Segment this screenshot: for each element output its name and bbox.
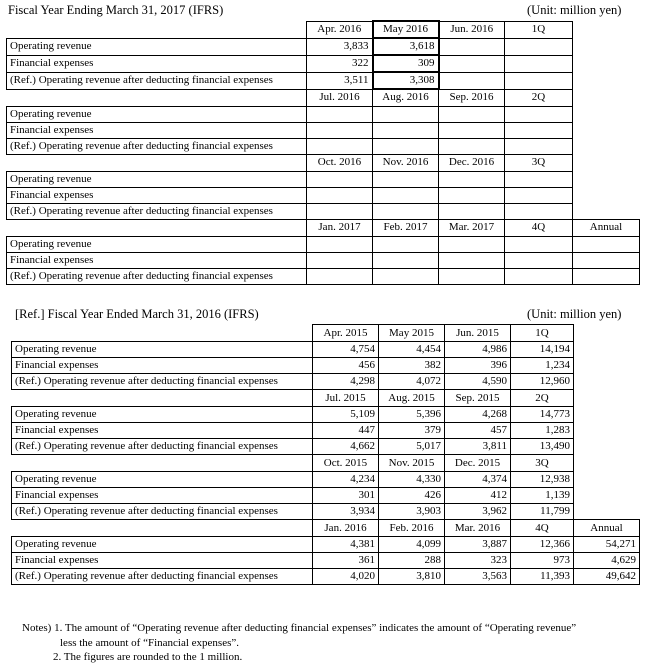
fy2017-title: Fiscal Year Ending March 31, 2017 (IFRS) <box>8 3 224 17</box>
month-header: Aug. 2016 <box>373 89 439 106</box>
value-cell: 457 <box>445 423 511 439</box>
fy2016-table <box>11 324 640 585</box>
value-cell <box>573 236 640 252</box>
row-label: Financial expenses <box>12 553 313 569</box>
row-label: Financial expenses <box>12 358 313 374</box>
value-cell <box>505 236 573 252</box>
value-cell: 5,396 <box>379 407 445 423</box>
value-cell: 456 <box>313 358 379 374</box>
value-cell <box>439 236 505 252</box>
value-cell <box>505 122 573 138</box>
table-row <box>12 439 640 455</box>
value-cell <box>573 268 640 284</box>
fy2017-q2-header <box>7 89 640 106</box>
value-cell: 4,330 <box>379 472 445 488</box>
value-cell: 3,903 <box>379 504 445 520</box>
note-line-2: less the amount of “Financial expenses”. <box>60 636 240 649</box>
notes <box>22 621 637 665</box>
value-cell <box>373 203 439 219</box>
note-line-3: 2. The figures are rounded to the 1 million. <box>53 651 243 663</box>
value-cell <box>307 106 373 122</box>
value-cell <box>307 252 373 268</box>
month-header: Nov. 2015 <box>379 455 445 472</box>
table-row <box>7 203 640 219</box>
value-cell <box>439 72 505 89</box>
month-header: Feb. 2017 <box>373 219 439 236</box>
annual-header: Annual <box>573 219 640 236</box>
month-header: Oct. 2015 <box>313 455 379 472</box>
month-header: Jan. 2017 <box>307 219 373 236</box>
value-cell: 322 <box>307 55 373 72</box>
value-cell: 288 <box>379 553 445 569</box>
value-cell <box>439 187 505 203</box>
quarter-header: 1Q <box>505 21 573 38</box>
value-cell: 5,017 <box>379 439 445 455</box>
value-cell <box>373 138 439 154</box>
value-cell: 3,962 <box>445 504 511 520</box>
value-cell <box>505 138 573 154</box>
value-cell: 14,194 <box>511 342 574 358</box>
note-line-1: Notes) 1. The amount of “Operating revenue after deducting financial expenses” indicates the amount of “Operating revenue” <box>22 622 577 634</box>
month-header: May 2016 <box>373 21 439 38</box>
quarter-header: 1Q <box>511 325 574 342</box>
value-cell <box>439 203 505 219</box>
table-row <box>7 236 640 252</box>
value-cell <box>505 106 573 122</box>
value-cell: 1,139 <box>511 488 574 504</box>
table-row <box>12 504 640 520</box>
value-cell: 13,490 <box>511 439 574 455</box>
month-header: Jul. 2015 <box>313 390 379 407</box>
value-cell <box>307 203 373 219</box>
row-label: (Ref.) Operating revenue after deducting financial expenses <box>12 504 313 520</box>
table-row <box>7 268 640 284</box>
value-cell <box>505 203 573 219</box>
table-row <box>7 38 640 55</box>
value-cell <box>373 268 439 284</box>
quarter-header: 4Q <box>505 219 573 236</box>
value-cell: 14,773 <box>511 407 574 423</box>
value-cell: 1,283 <box>511 423 574 439</box>
row-label: Operating revenue <box>12 342 313 358</box>
table-row <box>12 537 640 553</box>
value-cell: 3,887 <box>445 537 511 553</box>
fy2017-q4-header <box>7 219 640 236</box>
row-label: (Ref.) Operating revenue after deducting financial expenses <box>12 439 313 455</box>
value-cell <box>505 268 573 284</box>
row-label: Operating revenue <box>12 537 313 553</box>
fy2016-unit: (Unit: million yen) <box>527 307 622 321</box>
value-cell: 1,234 <box>511 358 574 374</box>
row-label: (Ref.) Operating revenue after deducting financial expenses <box>7 268 307 284</box>
value-cell <box>505 187 573 203</box>
value-cell <box>307 268 373 284</box>
fy2016-q1-header <box>12 325 640 342</box>
month-header: May 2015 <box>379 325 445 342</box>
value-cell: 12,366 <box>511 537 574 553</box>
month-header: Feb. 2016 <box>379 520 445 537</box>
row-label: Operating revenue <box>7 38 307 55</box>
value-cell <box>439 55 505 72</box>
value-cell: 4,986 <box>445 342 511 358</box>
table-row <box>12 358 640 374</box>
value-cell: 4,381 <box>313 537 379 553</box>
fy2017-q1-header <box>7 21 640 38</box>
value-cell: 426 <box>379 488 445 504</box>
row-label: Operating revenue <box>12 472 313 488</box>
fy2016-title: [Ref.] Fiscal Year Ended March 31, 2016 (IFRS) <box>15 307 259 321</box>
value-cell: 4,629 <box>574 553 640 569</box>
value-cell: 4,099 <box>379 537 445 553</box>
value-cell: 447 <box>313 423 379 439</box>
value-cell <box>307 122 373 138</box>
value-cell <box>439 38 505 55</box>
fy2017-q3-header <box>7 154 640 171</box>
table-row <box>12 374 640 390</box>
value-cell: 11,799 <box>511 504 574 520</box>
value-cell: 4,234 <box>313 472 379 488</box>
value-cell <box>439 171 505 187</box>
value-cell <box>373 122 439 138</box>
value-cell <box>439 268 505 284</box>
value-cell: 301 <box>313 488 379 504</box>
month-header: Dec. 2015 <box>445 455 511 472</box>
table-row <box>12 553 640 569</box>
value-cell <box>307 171 373 187</box>
value-cell <box>307 187 373 203</box>
month-header: Dec. 2016 <box>439 154 505 171</box>
value-cell <box>505 171 573 187</box>
month-header: Oct. 2016 <box>307 154 373 171</box>
value-cell <box>307 236 373 252</box>
quarter-header: 3Q <box>511 455 574 472</box>
row-label: Financial expenses <box>7 252 307 268</box>
value-cell: 4,374 <box>445 472 511 488</box>
value-cell <box>307 138 373 154</box>
value-cell: 4,298 <box>313 374 379 390</box>
value-cell: 5,109 <box>313 407 379 423</box>
value-cell: 973 <box>511 553 574 569</box>
value-cell: 3,618 <box>373 38 439 55</box>
month-header: Nov. 2016 <box>373 154 439 171</box>
value-cell <box>573 252 640 268</box>
month-header: Sep. 2016 <box>439 89 505 106</box>
table-row <box>7 55 640 72</box>
month-header: Jan. 2016 <box>313 520 379 537</box>
value-cell: 3,563 <box>445 569 511 585</box>
row-label: Financial expenses <box>12 423 313 439</box>
row-label: (Ref.) Operating revenue after deducting financial expenses <box>7 72 307 89</box>
fy2016-q4-header <box>12 520 640 537</box>
month-header: Mar. 2017 <box>439 219 505 236</box>
value-cell: 309 <box>373 55 439 72</box>
value-cell <box>505 55 573 72</box>
value-cell: 4,754 <box>313 342 379 358</box>
value-cell <box>505 252 573 268</box>
annual-header: Annual <box>574 520 640 537</box>
value-cell: 396 <box>445 358 511 374</box>
row-label: Operating revenue <box>12 407 313 423</box>
row-label: Operating revenue <box>7 236 307 252</box>
table-row <box>7 122 640 138</box>
value-cell: 379 <box>379 423 445 439</box>
value-cell: 3,833 <box>307 38 373 55</box>
value-cell: 3,934 <box>313 504 379 520</box>
fy2017-table <box>6 20 640 285</box>
table-row <box>12 407 640 423</box>
value-cell: 412 <box>445 488 511 504</box>
row-label: Operating revenue <box>7 171 307 187</box>
value-cell: 12,938 <box>511 472 574 488</box>
row-label: (Ref.) Operating revenue after deducting financial expenses <box>7 203 307 219</box>
row-label: (Ref.) Operating revenue after deducting financial expenses <box>7 138 307 154</box>
quarter-header: 2Q <box>505 89 573 106</box>
row-label: (Ref.) Operating revenue after deducting financial expenses <box>12 569 313 585</box>
row-label: Financial expenses <box>7 55 307 72</box>
row-label: Financial expenses <box>7 122 307 138</box>
value-cell: 4,454 <box>379 342 445 358</box>
table-row <box>7 138 640 154</box>
value-cell <box>373 106 439 122</box>
table-row <box>7 171 640 187</box>
row-label: Financial expenses <box>12 488 313 504</box>
month-header: Apr. 2015 <box>313 325 379 342</box>
value-cell <box>373 236 439 252</box>
value-cell: 4,662 <box>313 439 379 455</box>
value-cell <box>439 122 505 138</box>
table-row <box>7 252 640 268</box>
value-cell: 12,960 <box>511 374 574 390</box>
table-row <box>12 472 640 488</box>
value-cell: 3,810 <box>379 569 445 585</box>
value-cell: 11,393 <box>511 569 574 585</box>
table-row <box>12 423 640 439</box>
value-cell: 54,271 <box>574 537 640 553</box>
row-label: Operating revenue <box>7 106 307 122</box>
quarter-header: 3Q <box>505 154 573 171</box>
value-cell <box>373 171 439 187</box>
fy2016-q2-header <box>12 390 640 407</box>
table-row <box>7 72 640 89</box>
value-cell <box>439 138 505 154</box>
value-cell: 3,511 <box>307 72 373 89</box>
table-row <box>7 106 640 122</box>
month-header: Jun. 2016 <box>439 21 505 38</box>
value-cell <box>439 252 505 268</box>
quarter-header: 4Q <box>511 520 574 537</box>
value-cell <box>505 72 573 89</box>
value-cell: 323 <box>445 553 511 569</box>
month-header: Mar. 2016 <box>445 520 511 537</box>
table-row <box>7 187 640 203</box>
table-row <box>12 342 640 358</box>
table-row <box>12 569 640 585</box>
value-cell: 4,268 <box>445 407 511 423</box>
value-cell <box>439 106 505 122</box>
value-cell: 361 <box>313 553 379 569</box>
month-header: Sep. 2015 <box>445 390 511 407</box>
quarter-header: 2Q <box>511 390 574 407</box>
value-cell <box>373 187 439 203</box>
month-header: Apr. 2016 <box>307 21 373 38</box>
fy2017-unit: (Unit: million yen) <box>527 3 622 17</box>
fy2016-q3-header <box>12 455 640 472</box>
table-row <box>12 488 640 504</box>
value-cell: 3,308 <box>373 72 439 89</box>
value-cell: 4,072 <box>379 374 445 390</box>
row-label: Financial expenses <box>7 187 307 203</box>
month-header: Aug. 2015 <box>379 390 445 407</box>
value-cell: 382 <box>379 358 445 374</box>
value-cell: 49,642 <box>574 569 640 585</box>
value-cell: 4,020 <box>313 569 379 585</box>
value-cell <box>373 252 439 268</box>
row-label: (Ref.) Operating revenue after deducting financial expenses <box>12 374 313 390</box>
value-cell <box>505 38 573 55</box>
month-header: Jul. 2016 <box>307 89 373 106</box>
value-cell: 3,811 <box>445 439 511 455</box>
value-cell: 4,590 <box>445 374 511 390</box>
month-header: Jun. 2015 <box>445 325 511 342</box>
